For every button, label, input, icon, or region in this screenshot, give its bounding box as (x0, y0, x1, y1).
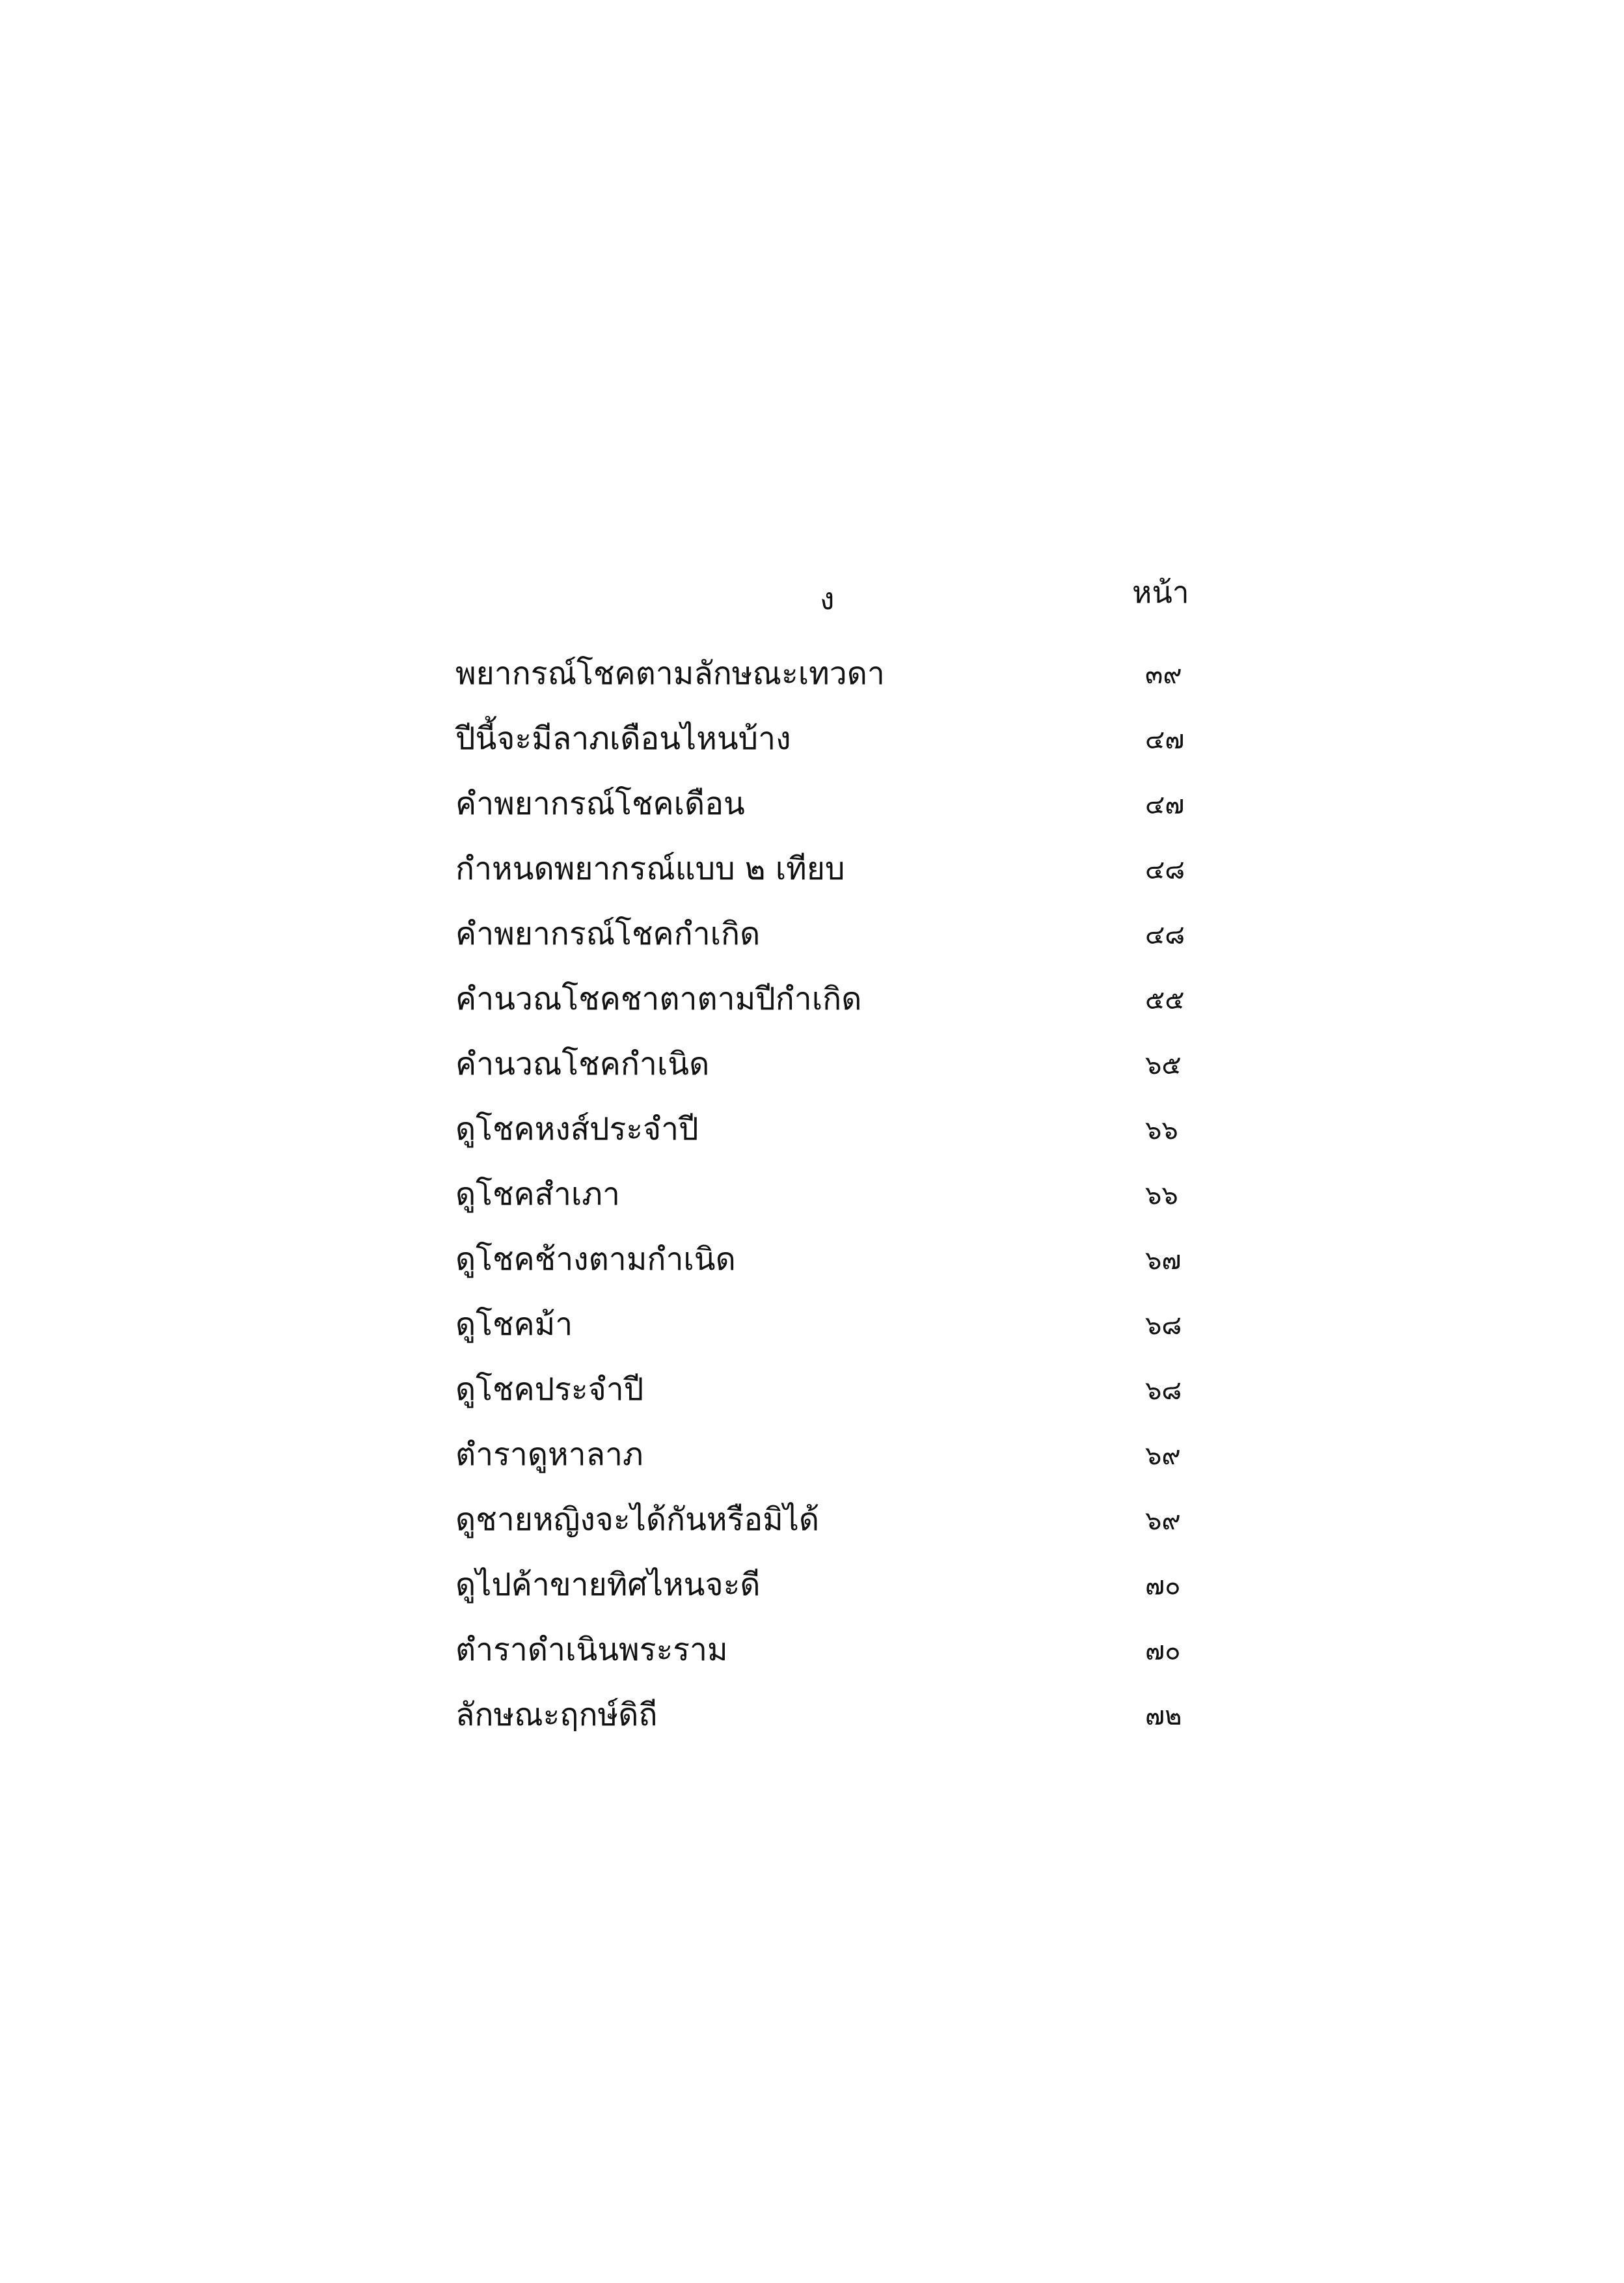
toc-entry-page-number: ๗๐ (1145, 1636, 1181, 1666)
toc-entry (455, 848, 1210, 913)
page-column-label: หน้า (1132, 575, 1189, 610)
toc-entry (455, 1499, 1210, 1564)
toc-entry-page-number: ๓๙ (1145, 660, 1182, 690)
toc-entry-title: ปีนี้จะมีลาภเดือนไหนบ้าง (455, 720, 791, 757)
toc-entry-title: ดูโชคหงส์ประจำปี (455, 1111, 699, 1147)
toc-entry (455, 1369, 1210, 1434)
toc-entry (455, 1629, 1210, 1694)
toc-entry-page-number: ๖๙ (1145, 1441, 1181, 1471)
toc-entry-title: คำพยากรณ์โชคกำเกิด (455, 916, 761, 952)
toc-entry-page-number: ๖๘ (1145, 1311, 1182, 1341)
toc-entry (455, 1043, 1210, 1108)
toc-entry-title: ดูไปค้าขายทิศไหนจะดี (455, 1566, 761, 1603)
toc-entry-page-number: ๖๕ (1145, 1050, 1182, 1080)
toc-entry-title: ดูโชคช้างตามกำเนิด (455, 1241, 736, 1278)
toc-entry-page-number: ๔๘ (1145, 920, 1185, 950)
toc-entry (455, 978, 1210, 1043)
toc-entry (455, 913, 1210, 978)
toc-entry-page-number: ๖๗ (1145, 1246, 1182, 1276)
toc-entry-page-number: ๖๖ (1145, 1181, 1178, 1210)
toc-entry-page-number: ๖๖ (1145, 1115, 1178, 1145)
page-letter: ง (820, 581, 835, 616)
toc-entry-page-number: ๖๘ (1145, 1376, 1182, 1406)
toc-entry-page-number: ๔๗ (1145, 725, 1185, 755)
toc-entry-title: คำพยากรณ์โชคเดือน (455, 786, 745, 822)
table-of-contents (455, 0, 1210, 2283)
toc-entry (455, 1173, 1210, 1238)
toc-entry (455, 1238, 1210, 1304)
toc-entry (455, 1304, 1210, 1369)
toc-entry-page-number: ๗๒ (1145, 1701, 1182, 1731)
toc-entry-page-number: ๖๙ (1145, 1506, 1181, 1536)
toc-entry-title: ดูโชคม้า (455, 1306, 573, 1343)
toc-entry (455, 718, 1210, 783)
toc-entry-title: คำนวณโชคกำเนิด (455, 1046, 710, 1082)
toc-entry-title: กำหนดพยากรณ์แบบ ๒ เทียบ (455, 851, 845, 887)
toc-entry (455, 783, 1210, 848)
toc-entry-title: ลักษณะฤกษ์ดิถี (455, 1697, 658, 1733)
toc-entry-title: คำนวณโชคชาตาตามปีกำเกิด (455, 981, 862, 1017)
toc-entry-page-number: ๔๗ (1145, 790, 1185, 820)
toc-entries (455, 653, 1210, 1759)
toc-entry-title: พยากรณ์โชคตามลักษณะเทวดา (455, 655, 885, 692)
toc-entry-title: ตำราดำเนินพระราม (455, 1632, 728, 1668)
toc-entry (455, 653, 1210, 718)
toc-entry-title: ดูชายหญิงจะได้กันหรือมิได้ (455, 1501, 820, 1538)
toc-entry-page-number: ๕๕ (1145, 985, 1185, 1015)
toc-entry-page-number: ๔๘ (1145, 855, 1185, 885)
toc-entry-title: ตำราดูหาลาภ (455, 1436, 643, 1473)
toc-entry (455, 1694, 1210, 1759)
toc-entry (455, 1564, 1210, 1629)
toc-entry-page-number: ๗๐ (1145, 1571, 1181, 1601)
toc-entry-title: ดูโชคประจำปี (455, 1371, 644, 1408)
toc-entry (455, 1434, 1210, 1499)
toc-entry (455, 1108, 1210, 1173)
toc-entry-title: ดูโชคสำเภา (455, 1176, 620, 1212)
